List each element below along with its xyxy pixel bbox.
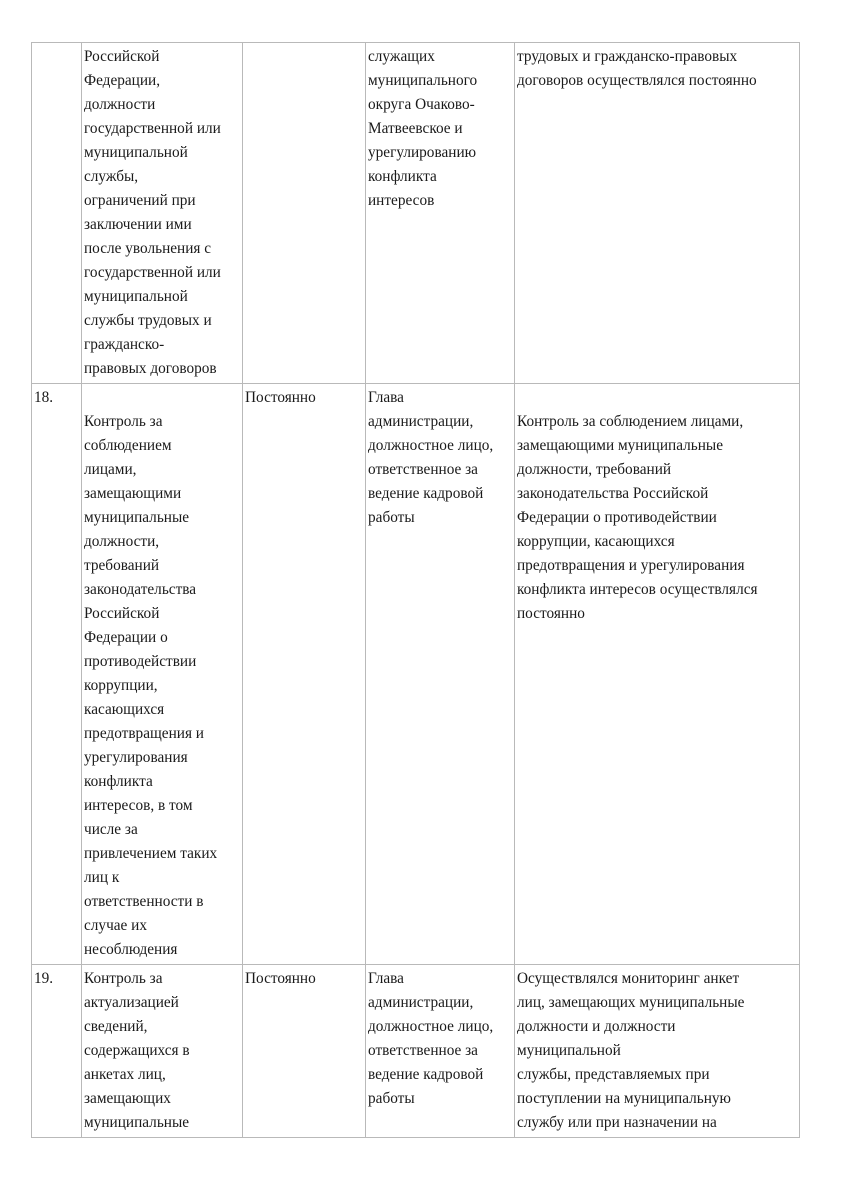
- report-table: [31, 42, 800, 1138]
- row-number-cell: [32, 43, 82, 384]
- row-number-cell: 19.: [32, 965, 82, 1138]
- measure-name-cell: Российской Федерации, должности государственной или муниципальной службы, ограничений при заключении ими после увольнения с государственной или муниципальной службы трудовых и гражданско- правовых договоров: [82, 43, 243, 384]
- term-cell: [243, 43, 366, 384]
- term-cell: Постоянно: [243, 965, 366, 1138]
- measure-name-cell: Контроль за актуализацией сведений, содержащихся в анкетах лиц, замещающих муниципальные: [82, 965, 243, 1138]
- responsible-cell: Глава администрации, должностное лицо, ответственное за ведение кадровой работы: [366, 965, 515, 1138]
- responsible-cell: Глава администрации, должностное лицо, ответственное за ведение кадровой работы: [366, 384, 515, 965]
- result-cell: Осуществлялся мониторинг анкет лиц, замещающих муниципальные должности и должности муниципальной службы, представляемых при поступлении на муниципальную службу или при назначении на: [515, 965, 800, 1138]
- result-cell: Контроль за соблюдением лицами, замещающими муниципальные должности, требований законодательства Российской Федерации о противодействии коррупции, касающихся предотвращения и урегулирования конфликта интересов осуществлялся постоянно: [515, 384, 800, 965]
- responsible-cell: служащих муниципального округа Очаково- Матвеевское и урегулированию конфликта интересов: [366, 43, 515, 384]
- result-cell: трудовых и гражданско-правовых договоров осуществлялся постоянно: [515, 43, 800, 384]
- table-row: [32, 965, 800, 1138]
- term-cell: Постоянно: [243, 384, 366, 965]
- document-page: [31, 42, 799, 1138]
- row-number-cell: 18.: [32, 384, 82, 965]
- table-row: [32, 43, 800, 384]
- measure-name-cell: Контроль за соблюдением лицами, замещающими муниципальные должности, требований законодательства Российской Федерации о противодействии коррупции, касающихся предотвращения и урегулирования конфликта интересов, в том числе за привлечением таких лиц к ответственности в случае их несоблюдения: [82, 384, 243, 965]
- table-row: [32, 384, 800, 965]
